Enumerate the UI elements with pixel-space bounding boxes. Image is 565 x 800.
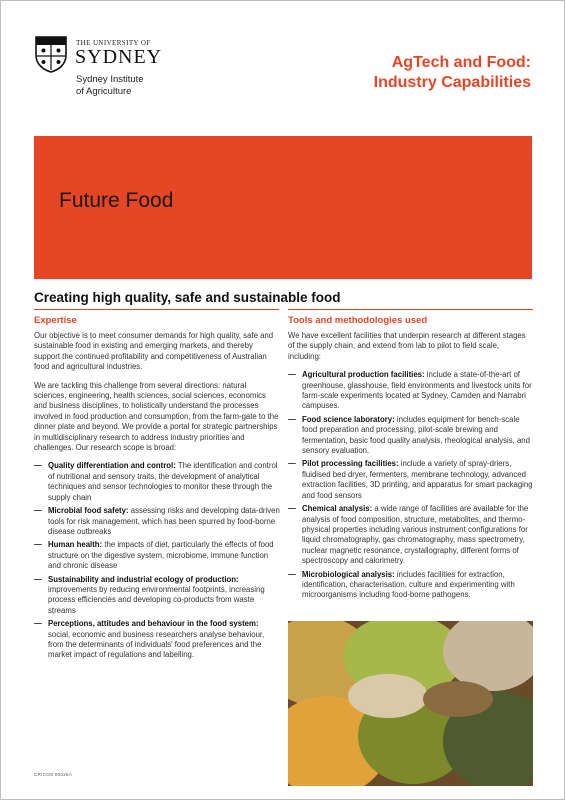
expertise-list — [34, 461, 280, 660]
institute-name — [76, 74, 196, 98]
tools-list-item — [288, 370, 533, 412]
divider-left — [34, 309, 279, 310]
tools-list-item — [288, 415, 533, 457]
expertise-paragraph-2: We are tackling this challenge from several directions: natural sciences, engineering, health sciences, social sciences, economics and business disciplines, to holistically understand the processes involved in food production and consumption, from the farm-gate to the dinner plate and beyond. We provide a portal for strategic partnerships in multidisciplinary research to address industry priorities and challenges. Our research scope is broad: — [34, 380, 279, 453]
crest-icon — [34, 35, 68, 73]
food-grains-photo — [288, 621, 533, 786]
document-title-line-1: AgTech and Food: — [391, 54, 531, 71]
list-item-text: social, economic and business researchers analyse behaviour, from the determinants of individuals' food preferences and the market impact of regulations and labelling. — [48, 629, 265, 660]
list-item-title: Perceptions, attitudes and behaviour in the food system: — [48, 619, 259, 629]
tools-heading: Tools and methodologies used — [288, 315, 428, 326]
tools-list-item — [288, 459, 533, 501]
list-item-title: Food science laboratory: — [302, 414, 395, 424]
list-item-title: Sustainability and industrial ecology of production: — [48, 574, 239, 584]
section-heading: Creating high quality, safe and sustainable food — [34, 290, 341, 305]
expertise-list-item — [34, 575, 280, 617]
list-item-text: includes facilities for extraction, identification, characterisation, culture and experimenting with microorganisms including food-borne pathogens. — [302, 569, 515, 600]
tools-list — [288, 370, 533, 601]
banner-title: Future Food — [59, 189, 174, 212]
divider-right — [288, 309, 533, 310]
title-banner — [34, 136, 532, 279]
list-item-title: Agricultural production facilities: — [302, 370, 425, 380]
document-title-line-2: Industry Capabilities — [373, 74, 531, 91]
footer-code: CRICOS 00026A — [34, 772, 73, 777]
list-item-title: Quality differentiation and control: — [48, 461, 176, 471]
list-item-text: include a state-of-the-art of greenhouse, glasshouse, field environments and livestock units for farm-scale experiments located at Sydney, Camden and Narrabri campuses. — [302, 370, 532, 411]
list-item-text: The identification and control of nutritional and sensory traits, the development of analytical techniques and sensor technologies to monitor these through the supply chain — [48, 461, 278, 502]
list-item-text: assessing risks and developing data-driven tools for risk management, which has been spurred by food-borne disease outbreaks — [48, 506, 280, 536]
list-item-text: a wide range of facilities are available for the analysis of food composition, structure, metabolites, and thermo-physical properties including various instrument configurations for liquid chromatography, gas chromatography, mass spectrometry, nuclear magnetic resonance, crystallography, different forms of spectroscopy and calorimetry. — [302, 504, 529, 566]
list-item-text: improvements by reducing environmental footprints, increasing process efficiencies and developing co-products from waste streams — [48, 584, 265, 615]
tools-intro: We have excellent facilities that underpin research at different stages of the supply chain, and extend from lab to pilot to field scale, including: — [288, 331, 526, 361]
institute-line-2: of Agriculture — [76, 86, 132, 97]
university-name-small: THE UNIVERSITY OF — [76, 39, 151, 47]
expertise-list-item — [34, 506, 280, 537]
list-item-text: the impacts of diet, particularly the effects of food structure on the digestive system, microbiome, immune function and chronic disease — [48, 540, 274, 571]
tools-list-item — [288, 504, 533, 566]
tools-list-item — [288, 570, 533, 601]
expertise-list-item — [34, 461, 280, 503]
expertise-paragraph-1: Our objective is to meet consumer demands for high quality, safe and sustainable food in existing and emerging markets, and thereby support the continued profitability and competitiveness of Australian food and agricultural industries. — [34, 331, 274, 372]
list-item-title: Chemical analysis: — [302, 504, 373, 514]
list-item-title: Microbiological analysis: — [302, 569, 395, 579]
expertise-heading: Expertise — [34, 315, 77, 326]
institute-line-1: Sydney Institute — [76, 74, 144, 85]
document-title — [374, 53, 531, 93]
list-item-text: includes equipment for bench-scale food preparation and processing, pilot-scale brewing and fermentation, basic food quality analysis, rheological analysis, and sensory evaluation. — [302, 414, 530, 456]
expertise-column — [34, 331, 280, 664]
list-item-title: Microbial food safety: — [48, 506, 129, 516]
list-item-text: include a variety of spray-driers, fluidised bed dryer, fermenters, membrane technology, advanced extraction facilities, 3D printing, and apparatus for smart packaging and food sensors — [302, 459, 533, 500]
expertise-list-item — [34, 619, 280, 661]
university-name-large: SYDNEY — [75, 46, 163, 68]
expertise-list-item — [34, 540, 280, 571]
tools-column — [288, 331, 533, 604]
list-item-title: Human health: — [48, 540, 103, 550]
list-item-title: Pilot processing facilities: — [302, 459, 399, 469]
